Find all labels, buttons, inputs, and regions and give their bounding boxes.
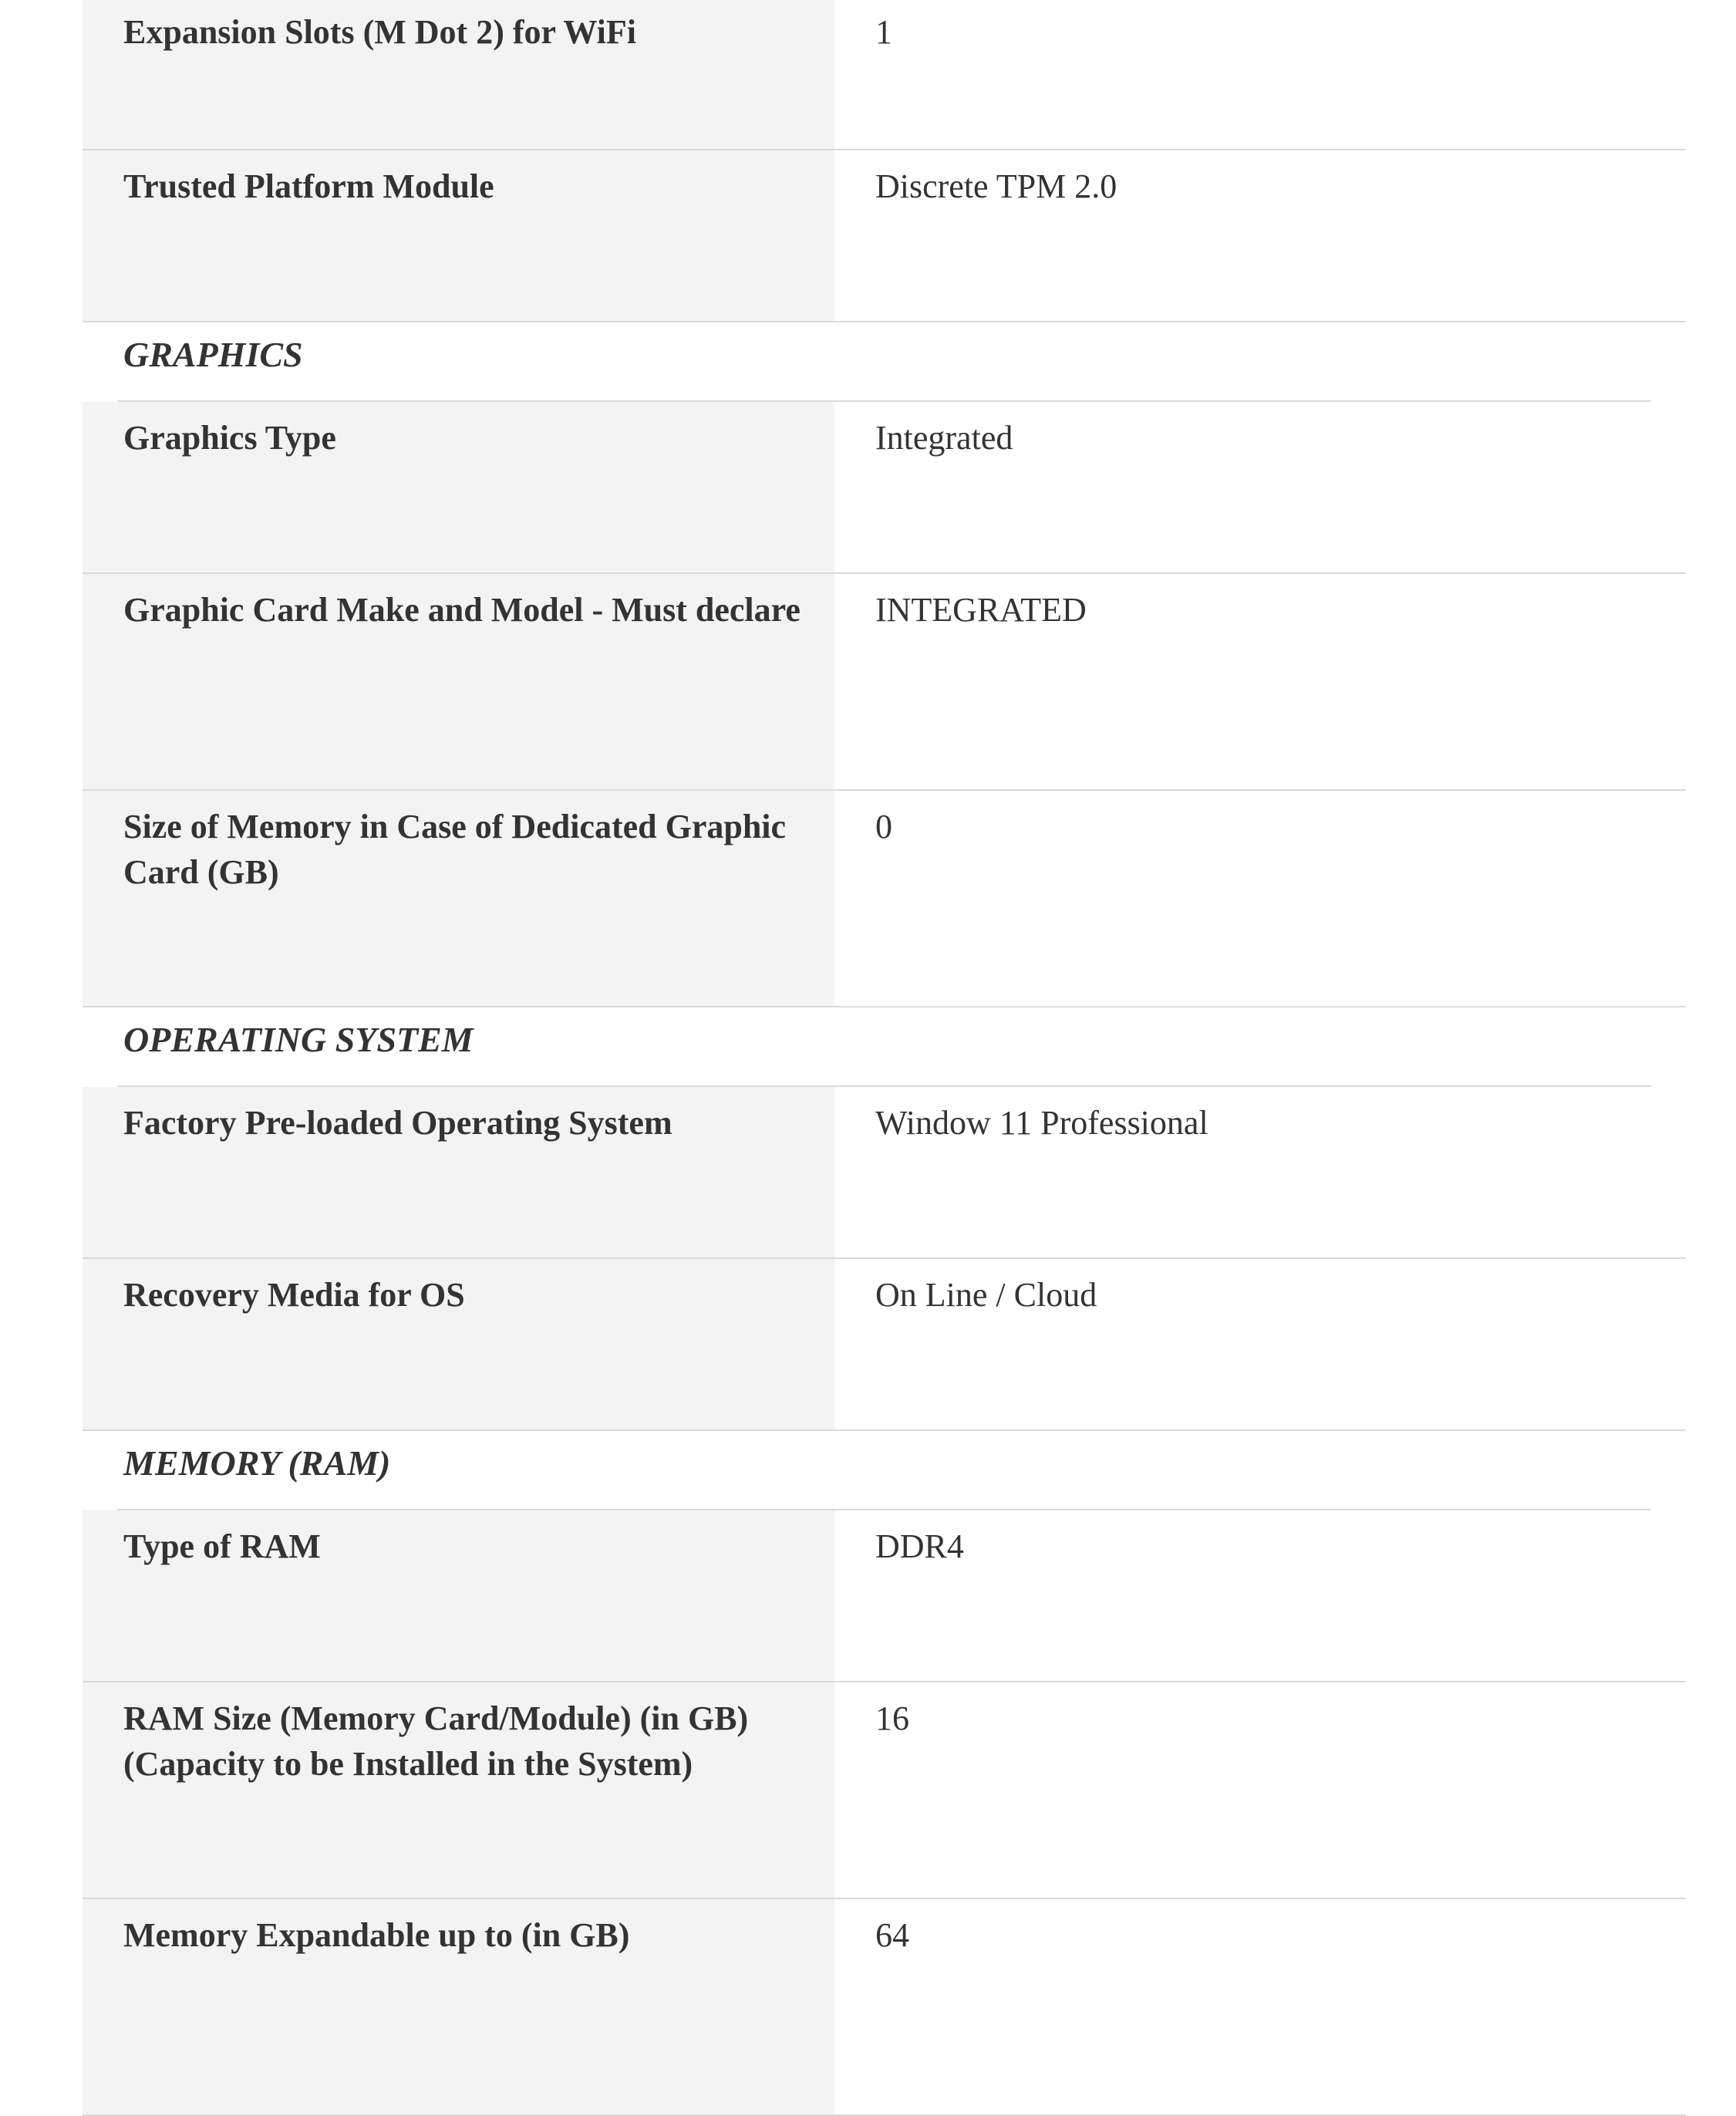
spec-value: Integrated: [875, 419, 1013, 457]
section-title: OPERATING SYSTEM: [123, 1020, 474, 1059]
spec-row-recovery-media: [83, 1259, 1686, 1431]
section-title: GRAPHICS: [123, 335, 303, 374]
spec-value: Discrete TPM 2.0: [875, 167, 1117, 205]
spec-label: Graphics Type: [83, 402, 834, 572]
section-header-graphics: [83, 322, 1686, 402]
spec-value: Window 11 Professional: [875, 1104, 1208, 1142]
spec-row-memory-expandable: [83, 1899, 1686, 2116]
section-header-operating-system: [83, 1007, 1686, 1087]
spec-value: On Line / Cloud: [875, 1276, 1097, 1314]
spec-label: Expansion Slots (M Dot 2) for WiFi: [83, 0, 834, 149]
spec-value: DDR4: [875, 1527, 964, 1565]
spec-label: Recovery Media for OS: [83, 1259, 834, 1429]
section-title: MEMORY (RAM): [123, 1443, 391, 1483]
section-header-memory: [83, 1431, 1686, 1510]
spec-label: Graphic Card Make and Model - Must declare: [83, 574, 834, 789]
spec-label: Trusted Platform Module: [83, 150, 834, 321]
spec-value: 0: [875, 808, 892, 845]
spec-row-ram-type: [83, 1510, 1686, 1682]
spec-value: 1: [875, 13, 892, 51]
spec-value: INTEGRATED: [875, 591, 1087, 629]
spec-label: Type of RAM: [83, 1510, 834, 1681]
section-divider: [117, 1509, 1651, 1510]
section-divider: [117, 400, 1651, 402]
spec-table: [83, 0, 1686, 2116]
spec-row-preloaded-os: [83, 1087, 1686, 1259]
spec-value: 16: [875, 1699, 909, 1737]
spec-label: RAM Size (Memory Card/Module) (in GB) (Capacity to be Installed in the System): [83, 1682, 834, 1898]
spec-label: Size of Memory in Case of Dedicated Graphic Card (GB): [83, 791, 834, 1006]
spec-row-graphic-card-model: [83, 574, 1686, 791]
spec-row-expansion-slots: [83, 0, 1686, 150]
spec-label: Factory Pre-loaded Operating System: [83, 1087, 834, 1257]
spec-row-ram-size: [83, 1682, 1686, 1899]
spec-row-graphics-type: [83, 402, 1686, 574]
spec-value: 64: [875, 1916, 909, 1954]
spec-row-graphic-memory-size: [83, 791, 1686, 1007]
spec-label: Memory Expandable up to (in GB): [83, 1899, 834, 2114]
section-divider: [117, 1085, 1651, 1087]
spec-row-tpm: [83, 150, 1686, 322]
